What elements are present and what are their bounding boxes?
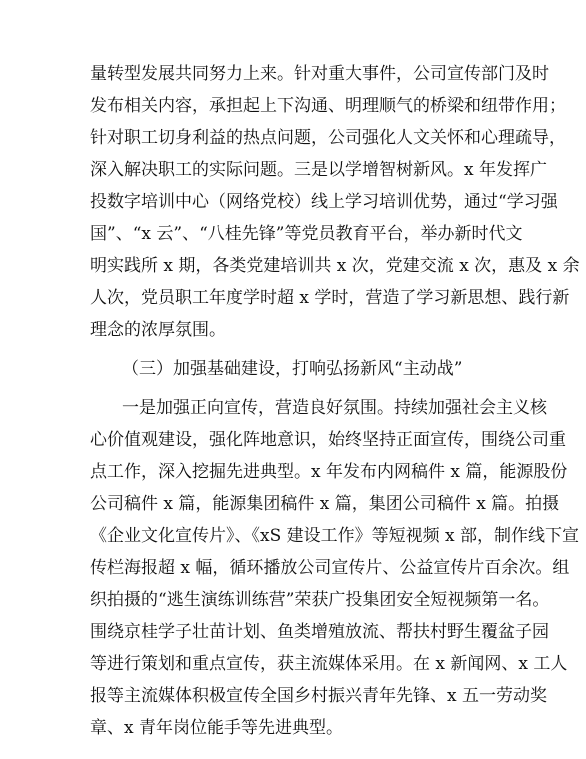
body-text-line: 发布相关内容，承担起上下沟通、明理顺气的桥梁和纽带作用；: [90, 96, 566, 116]
body-text-line: 深入解决职工的实际问题。三是以学增智树新风。x 年发挥广: [90, 160, 547, 180]
body-text-line: 等进行策划和重点宣传，获主流媒体采用。在 x 新闻网、x 工人: [90, 654, 568, 674]
body-text-line: 《企业文化宣传片》、《xS 建设工作》等短视频 x 部，制作线下宣: [90, 526, 580, 546]
body-text-line: 传栏海报超 x 幅，循环播放公司宣传片、公益宣传片百余次。组: [90, 558, 570, 578]
body-text-line: 人次，党员职工年度学时超 x 学时，营造了学习新思想、践行新: [90, 288, 570, 308]
body-text-line: 国”、“x 云”、“八桂先锋”等党员教育平台，举办新时代文: [90, 224, 523, 244]
body-text-line: 量转型发展共同努力上来。针对重大事件，公司宣传部门及时: [90, 64, 549, 84]
body-text-line: 章、x 青年岗位能手等先进典型。: [90, 718, 343, 738]
body-text-line: 围绕京桂学子壮苗计划、鱼类增殖放流、帮扶村野生覆盆子园: [90, 622, 549, 642]
body-text-line: 报等主流媒体积极宣传全国乡村振兴青年先锋、x 五一劳动奖: [90, 686, 547, 706]
body-text-line: 公司稿件 x 篇，能源集团稿件 x 篇，集团公司稿件 x 篇。拍摄: [90, 494, 560, 514]
body-text-line: 织拍摄的“逃生演练训练营”荣获广投集团安全短视频第一名。: [90, 590, 550, 610]
body-text-line: 针对职工切身利益的热点问题，公司强化人文关怀和心理疏导，: [90, 128, 566, 148]
body-text-line: 点工作，深入挖掘先进典型。x 年发布内网稿件 x 篇，能源股份: [90, 462, 568, 482]
paragraph-first-line: 一是加强正向宣传，营造良好氛围。持续加强社会主义核: [122, 398, 547, 418]
body-text-line: 心价值观建设，强化阵地意识，始终坚持正面宣传，围绕公司重: [90, 430, 566, 450]
body-text-line: 投数字培训中心（网络党校）线上学习培训优势，通过“学习强: [90, 192, 558, 212]
body-text-line: 理念的浓厚氛围。: [90, 320, 226, 340]
section-heading: （三）加强基础建设，打响弘扬新风“主动战”: [122, 359, 463, 379]
body-text-line: 明实践所 x 期，各类党建培训共 x 次，党建交流 x 次，惠及 x 余: [90, 256, 580, 276]
